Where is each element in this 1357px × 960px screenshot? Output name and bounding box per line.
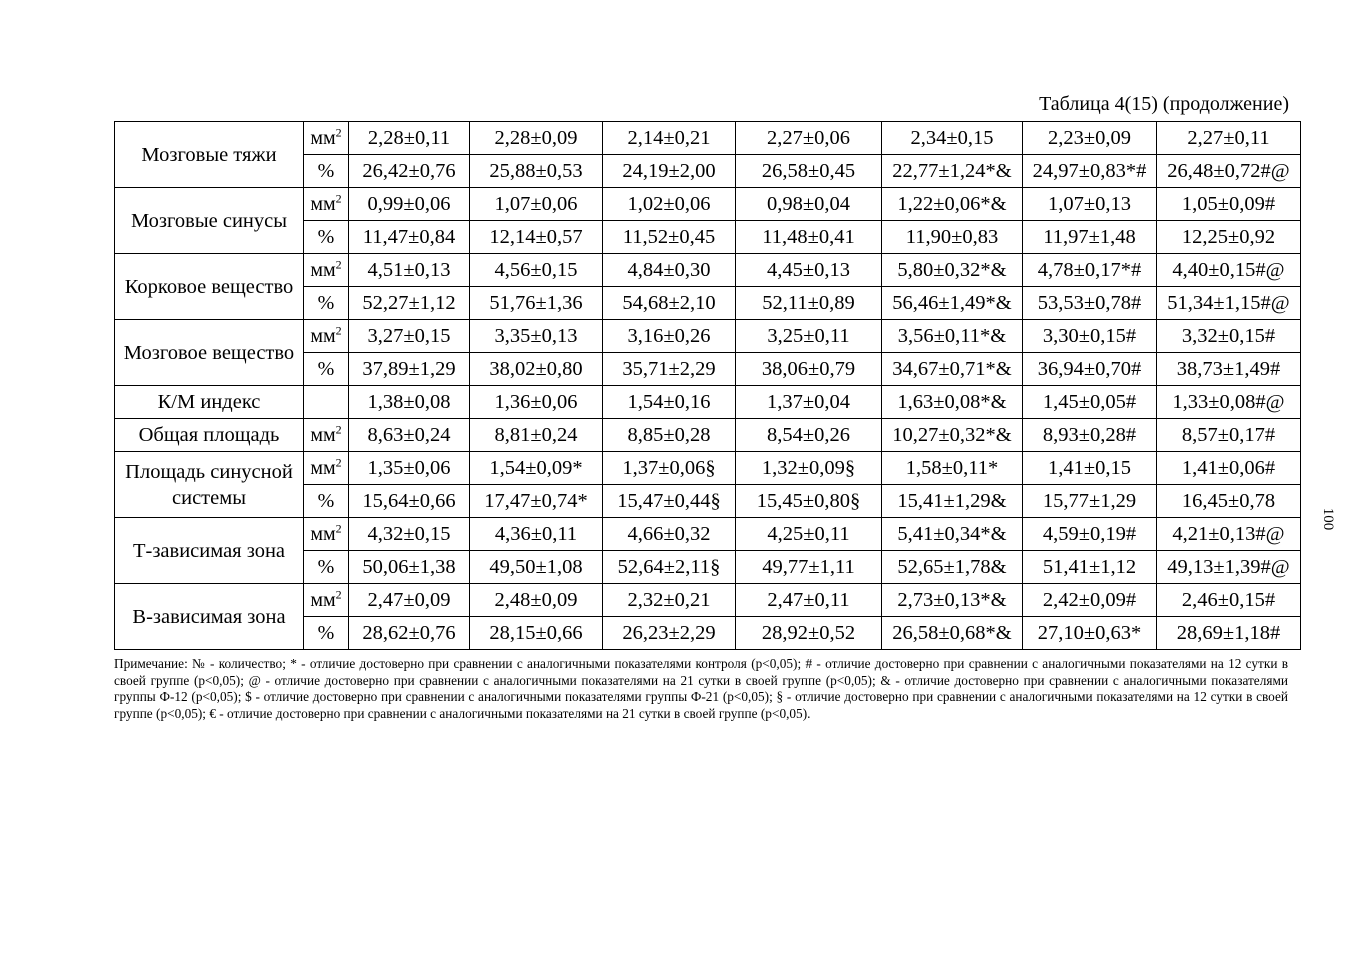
table-row — [115, 386, 1301, 419]
value-cell: 1,05±0,09# — [1157, 188, 1301, 221]
value-cell: 3,27±0,15 — [349, 320, 470, 353]
value-cell: 3,16±0,26 — [603, 320, 736, 353]
value-cell: 11,48±0,41 — [736, 221, 882, 254]
value-cell: 35,71±2,29 — [603, 353, 736, 386]
value-cell: 12,14±0,57 — [470, 221, 603, 254]
value-cell: 15,45±0,80§ — [736, 485, 882, 518]
value-cell: 15,64±0,66 — [349, 485, 470, 518]
value-cell: 2,73±0,13*& — [882, 584, 1023, 617]
value-cell: 17,47±0,74* — [470, 485, 603, 518]
results-table — [114, 121, 1301, 650]
value-cell: 2,14±0,21 — [603, 122, 736, 155]
unit-area: мм — [310, 127, 336, 149]
unit-area: мм — [310, 424, 336, 446]
value-cell: 52,11±0,89 — [736, 287, 882, 320]
value-cell: 51,76±1,36 — [470, 287, 603, 320]
value-cell: 38,06±0,79 — [736, 353, 882, 386]
value-cell: 1,63±0,08*& — [882, 386, 1023, 419]
unit-percent-cell — [304, 155, 349, 188]
value-cell: 1,07±0,06 — [470, 188, 603, 221]
unit-percent: % — [317, 622, 335, 644]
value-cell: 0,98±0,04 — [736, 188, 882, 221]
value-cell: 24,19±2,00 — [603, 155, 736, 188]
value-cell: 4,45±0,13 — [736, 254, 882, 287]
unit-percent-cell — [304, 485, 349, 518]
value-cell: 2,23±0,09 — [1023, 122, 1157, 155]
value-cell: 3,35±0,13 — [470, 320, 603, 353]
value-cell: 1,41±0,15 — [1023, 452, 1157, 485]
page-number: 100 — [1320, 507, 1336, 531]
value-cell: 28,92±0,52 — [736, 617, 882, 650]
value-cell: 3,25±0,11 — [736, 320, 882, 353]
unit-area-cell — [304, 419, 349, 452]
value-cell: 3,32±0,15# — [1157, 320, 1301, 353]
value-cell: 36,94±0,70# — [1023, 353, 1157, 386]
value-cell: 1,58±0,11* — [882, 452, 1023, 485]
value-cell: 4,84±0,30 — [603, 254, 736, 287]
table-row — [115, 584, 1301, 617]
row-label: Площадь синусной системы — [115, 452, 304, 518]
value-cell: 11,97±1,48 — [1023, 221, 1157, 254]
value-cell: 11,47±0,84 — [349, 221, 470, 254]
value-cell: 4,25±0,11 — [736, 518, 882, 551]
value-cell: 56,46±1,49*& — [882, 287, 1023, 320]
unit-percent: % — [317, 358, 335, 380]
unit-percent: % — [317, 490, 335, 512]
value-cell: 38,02±0,80 — [470, 353, 603, 386]
table-row — [115, 320, 1301, 353]
value-cell: 22,77±1,24*& — [882, 155, 1023, 188]
unit-percent-cell — [304, 386, 349, 419]
value-cell: 2,27±0,11 — [1157, 122, 1301, 155]
value-cell: 4,32±0,15 — [349, 518, 470, 551]
value-cell: 4,40±0,15#@ — [1157, 254, 1301, 287]
value-cell: 1,32±0,09§ — [736, 452, 882, 485]
value-cell: 2,28±0,11 — [349, 122, 470, 155]
unit-area-superscript: 2 — [335, 191, 342, 206]
value-cell: 52,65±1,78& — [882, 551, 1023, 584]
value-cell: 8,54±0,26 — [736, 419, 882, 452]
value-cell: 37,89±1,29 — [349, 353, 470, 386]
value-cell: 3,56±0,11*& — [882, 320, 1023, 353]
table-body — [115, 122, 1301, 650]
table-row — [115, 452, 1301, 485]
value-cell: 12,25±0,92 — [1157, 221, 1301, 254]
value-cell: 28,69±1,18# — [1157, 617, 1301, 650]
unit-percent-cell — [304, 551, 349, 584]
unit-percent-cell — [304, 287, 349, 320]
value-cell: 2,28±0,09 — [470, 122, 603, 155]
value-cell: 28,15±0,66 — [470, 617, 603, 650]
value-cell: 28,62±0,76 — [349, 617, 470, 650]
unit-area: мм — [310, 457, 336, 479]
row-label: Мозговые тяжи — [115, 122, 304, 188]
value-cell: 53,53±0,78# — [1023, 287, 1157, 320]
value-cell: 1,54±0,16 — [603, 386, 736, 419]
value-cell: 1,35±0,06 — [349, 452, 470, 485]
value-cell: 49,13±1,39#@ — [1157, 551, 1301, 584]
value-cell: 26,42±0,76 — [349, 155, 470, 188]
unit-percent-cell — [304, 353, 349, 386]
row-label: В-зависимая зона — [115, 584, 304, 650]
unit-area-superscript: 2 — [335, 257, 342, 272]
value-cell: 4,51±0,13 — [349, 254, 470, 287]
value-cell: 1,22±0,06*& — [882, 188, 1023, 221]
value-cell: 4,66±0,32 — [603, 518, 736, 551]
value-cell: 38,73±1,49# — [1157, 353, 1301, 386]
value-cell: 4,56±0,15 — [470, 254, 603, 287]
unit-area: мм — [310, 589, 336, 611]
value-cell: 49,50±1,08 — [470, 551, 603, 584]
value-cell: 2,47±0,11 — [736, 584, 882, 617]
table-caption: Таблица 4(15) (продолжение) — [1039, 93, 1289, 115]
value-cell: 15,47±0,44§ — [603, 485, 736, 518]
value-cell: 49,77±1,11 — [736, 551, 882, 584]
row-label: Т-зависимая зона — [115, 518, 304, 584]
value-cell: 26,58±0,45 — [736, 155, 882, 188]
value-cell: 1,38±0,08 — [349, 386, 470, 419]
unit-area: мм — [310, 193, 336, 215]
unit-area-superscript: 2 — [335, 422, 342, 437]
unit-area-cell — [304, 122, 349, 155]
value-cell: 2,47±0,09 — [349, 584, 470, 617]
value-cell: 1,02±0,06 — [603, 188, 736, 221]
unit-area-cell — [304, 518, 349, 551]
value-cell: 34,67±0,71*& — [882, 353, 1023, 386]
unit-area-cell — [304, 254, 349, 287]
value-cell: 26,48±0,72#@ — [1157, 155, 1301, 188]
unit-area: мм — [310, 259, 336, 281]
value-cell: 5,80±0,32*& — [882, 254, 1023, 287]
value-cell: 1,37±0,06§ — [603, 452, 736, 485]
unit-area-superscript: 2 — [335, 521, 342, 536]
unit-percent-cell — [304, 617, 349, 650]
value-cell: 52,64±2,11§ — [603, 551, 736, 584]
row-label: Мозговые синусы — [115, 188, 304, 254]
value-cell: 8,85±0,28 — [603, 419, 736, 452]
value-cell: 50,06±1,38 — [349, 551, 470, 584]
value-cell: 2,34±0,15 — [882, 122, 1023, 155]
value-cell: 25,88±0,53 — [470, 155, 603, 188]
unit-percent-cell — [304, 221, 349, 254]
unit-area-superscript: 2 — [335, 455, 342, 470]
value-cell: 11,52±0,45 — [603, 221, 736, 254]
value-cell: 15,41±1,29& — [882, 485, 1023, 518]
value-cell: 54,68±2,10 — [603, 287, 736, 320]
value-cell: 2,46±0,15# — [1157, 584, 1301, 617]
value-cell: 8,81±0,24 — [470, 419, 603, 452]
row-label: Общая площадь — [115, 419, 304, 452]
unit-percent: % — [317, 556, 335, 578]
value-cell: 27,10±0,63* — [1023, 617, 1157, 650]
value-cell: 4,36±0,11 — [470, 518, 603, 551]
value-cell: 2,48±0,09 — [470, 584, 603, 617]
value-cell: 8,57±0,17# — [1157, 419, 1301, 452]
row-label: К/М индекс — [115, 386, 304, 419]
unit-percent: % — [317, 160, 335, 182]
unit-percent: % — [317, 226, 335, 248]
value-cell: 15,77±1,29 — [1023, 485, 1157, 518]
table-row — [115, 419, 1301, 452]
value-cell: 26,58±0,68*& — [882, 617, 1023, 650]
value-cell: 0,99±0,06 — [349, 188, 470, 221]
row-label: Корковое вещество — [115, 254, 304, 320]
value-cell: 51,34±1,15#@ — [1157, 287, 1301, 320]
value-cell: 11,90±0,83 — [882, 221, 1023, 254]
table-note: Примечание: № - количество; * - отличие достоверно при сравнении с аналогичными показателями контроля (p<0,05); # - отличие достоверно при сравнении с аналогичными показателями на 12 сутки в своей группе (p<0,05); @ - отличие достоверно при сравнении с аналогичными показателями на 21 сутки в своей группе (p<0,05); & - отличие достоверно при сравнении с аналогичными показателями группы Ф-12 (p<0,05); $ - отличие достоверно при сравнении с аналогичными показателями группы Ф-21 (p<0,05); § - отличие достоверно при сравнении с аналогичными показателями на 12 сутки в своей группе (p<0,05); € - отличие достоверно при сравнении с аналогичными показателями на 21 сутки в своей группе (p<0,05). — [114, 656, 1288, 721]
value-cell: 52,27±1,12 — [349, 287, 470, 320]
value-cell: 8,63±0,24 — [349, 419, 470, 452]
unit-area-cell — [304, 320, 349, 353]
value-cell: 4,21±0,13#@ — [1157, 518, 1301, 551]
value-cell: 4,78±0,17*# — [1023, 254, 1157, 287]
unit-area-cell — [304, 452, 349, 485]
unit-area-superscript: 2 — [335, 587, 342, 602]
unit-area-cell — [304, 188, 349, 221]
value-cell: 1,41±0,06# — [1157, 452, 1301, 485]
value-cell: 1,07±0,13 — [1023, 188, 1157, 221]
row-label: Мозговое вещество — [115, 320, 304, 386]
value-cell: 51,41±1,12 — [1023, 551, 1157, 584]
value-cell: 10,27±0,32*& — [882, 419, 1023, 452]
value-cell: 3,30±0,15# — [1023, 320, 1157, 353]
value-cell: 1,45±0,05# — [1023, 386, 1157, 419]
unit-area-superscript: 2 — [335, 323, 342, 338]
value-cell: 1,36±0,06 — [470, 386, 603, 419]
value-cell: 1,33±0,08#@ — [1157, 386, 1301, 419]
value-cell: 1,54±0,09* — [470, 452, 603, 485]
value-cell: 2,42±0,09# — [1023, 584, 1157, 617]
table-row — [115, 122, 1301, 155]
value-cell: 2,32±0,21 — [603, 584, 736, 617]
value-cell: 1,37±0,04 — [736, 386, 882, 419]
value-cell: 26,23±2,29 — [603, 617, 736, 650]
unit-area-superscript: 2 — [335, 125, 342, 140]
value-cell: 4,59±0,19# — [1023, 518, 1157, 551]
table-row — [115, 518, 1301, 551]
value-cell: 16,45±0,78 — [1157, 485, 1301, 518]
table-row — [115, 254, 1301, 287]
value-cell: 8,93±0,28# — [1023, 419, 1157, 452]
unit-area-cell — [304, 584, 349, 617]
unit-area: мм — [310, 325, 336, 347]
unit-percent: % — [317, 292, 335, 314]
value-cell: 2,27±0,06 — [736, 122, 882, 155]
value-cell: 24,97±0,83*# — [1023, 155, 1157, 188]
value-cell: 5,41±0,34*& — [882, 518, 1023, 551]
table-row — [115, 188, 1301, 221]
unit-area: мм — [310, 523, 336, 545]
